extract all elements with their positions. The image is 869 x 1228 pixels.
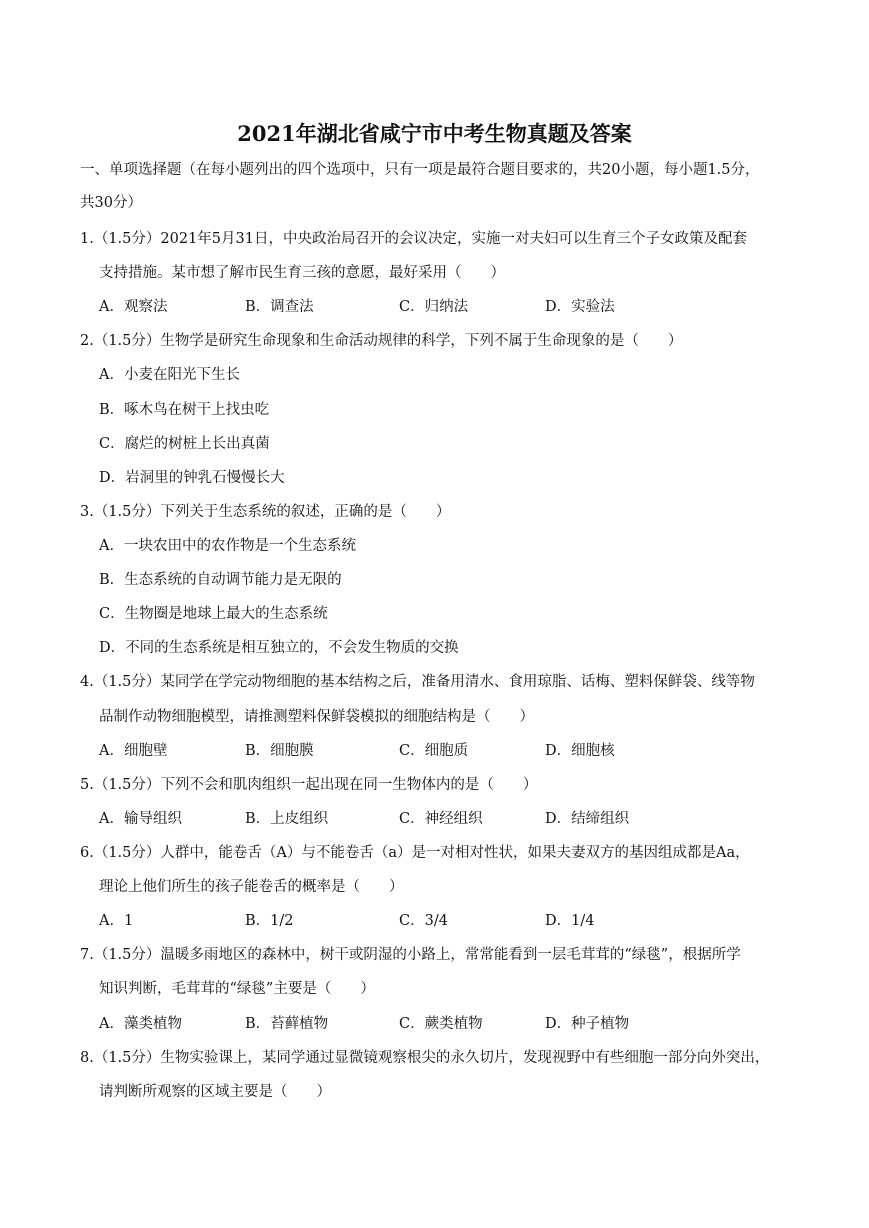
question-5: 5.（1.5分）下列不会和肌肉组织一起出现在同一生物体内的是（ ） [80,777,538,793]
question-4: 4.（1.5分）某同学在学完动物细胞的基本结构之后，准备用清水、食用琼脂、话梅、塑料保鲜袋、线等物 [80,674,755,690]
option-c: C．细胞质 [399,743,469,759]
question-6-cont: 理论上他们所生的孩子能卷舌的概率是（ ） [99,879,404,895]
option-a: A．细胞壁 [99,743,168,759]
option-c: C．神经组织 [399,811,483,827]
option-d: D．种子植物 [545,1016,630,1032]
section-heading-cont: 共30分） [80,195,142,211]
option-d: D．结缔组织 [545,811,630,827]
option-a: A．小麦在阳光下生长 [99,367,240,383]
option-c: C．归纳法 [399,299,469,315]
option-d: D．细胞核 [545,743,615,759]
option-c: C．生物圈是地球上最大的生态系统 [99,606,328,622]
question-3: 3.（1.5分）下列关于生态系统的叙述，正确的是（ ） [80,504,451,520]
option-d: D．1/4 [545,913,595,929]
option-c: C．蕨类植物 [399,1016,483,1032]
question-7-options [99,1012,739,1034]
option-a: A．一块农田中的农作物是一个生态系统 [99,538,356,554]
question-8-cont: 请判断所观察的区域主要是（ ） [99,1084,331,1100]
question-4-cont: 品制作动物细胞模型，请推测塑料保鲜袋模拟的细胞结构是（ ） [99,709,534,725]
option-a: A．1 [99,913,134,929]
option-c: C．3/4 [399,913,448,929]
option-b: B．上皮组织 [245,811,329,827]
option-b: B．苔藓植物 [245,1016,329,1032]
option-b: B．生态系统的自动调节能力是无限的 [99,572,342,588]
option-d: D．岩洞里的钟乳石慢慢长大 [99,470,285,486]
option-a: A．输导组织 [99,811,182,827]
option-b: B．细胞膜 [245,743,314,759]
option-a: A．藻类植物 [99,1016,182,1032]
question-1-options [99,295,739,317]
question-7: 7.（1.5分）温暖多雨地区的森林中，树干或阴湿的小路上，常常能看到一层毛茸茸的“绿毯”，根据所学 [80,947,741,963]
question-7-cont: 知识判断，毛茸茸的“绿毯”主要是（ ） [99,981,375,997]
question-4-options [99,739,739,761]
option-b: B．1/2 [245,913,294,929]
option-d: D．实验法 [545,299,615,315]
option-b: B．啄木鸟在树干上找虫吃 [99,402,270,418]
question-2: 2.（1.5分）生物学是研究生命现象和生命活动规律的科学，下列不属于生命现象的是（ ） [80,333,683,349]
section-heading: 一、单项选择题（在每小题列出的四个选项中，只有一项是最符合题目要求的，共20小题，每小题1.5分， [80,162,760,178]
question-5-options [99,807,739,829]
question-6-options [99,909,739,931]
option-d: D．不同的生态系统是相互独立的，不会发生物质的交换 [99,640,459,656]
option-b: B．调查法 [245,299,314,315]
question-1: 1.（1.5分）2021年5月31日，中央政治局召开的会议决定，实施一对夫妇可以生育三个子女政策及配套 [80,231,747,247]
page-title: 2021年湖北省咸宁市中考生物真题及答案 [237,121,632,146]
question-1-cont: 支持措施。某市想了解市民生育三孩的意愿，最好采用（ ） [99,265,505,281]
question-6: 6.（1.5分）人群中，能卷舌（A）与不能卷舌（a）是一对相对性状，如果夫妻双方的基因组成都是Aa， [80,845,750,861]
question-8: 8.（1.5分）生物实验课上，某同学通过显微镜观察根尖的永久切片，发现视野中有些细胞一部分向外突出， [80,1050,770,1066]
option-c: C．腐烂的树桩上长出真菌 [99,436,270,452]
option-a: A．观察法 [99,299,168,315]
